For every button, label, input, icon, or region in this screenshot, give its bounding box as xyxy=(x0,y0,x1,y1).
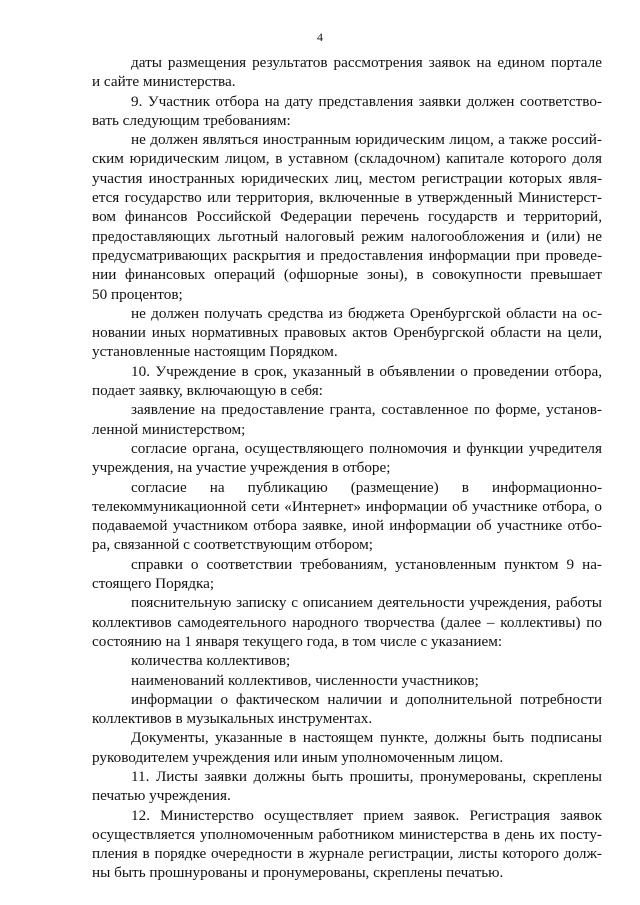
text-line: новании иных нормативных правовых актов Оренбургской области на цели, xyxy=(92,324,602,342)
text-line: телекоммуникационной сети «Интернет» информации об участнике отбора, о xyxy=(92,497,602,515)
text-line: состоянию на 1 января текущего года, в том числе с указанием: xyxy=(92,632,503,650)
text-line: и сайте министерства. xyxy=(92,73,236,91)
text-line: коллективов самодеятельного народного творчества (далее – коллективы) по xyxy=(92,613,602,631)
text-line: пояснительную записку с описанием деятельности учреждения, работы xyxy=(131,594,602,612)
text-line: не должен являться иностранным юридическим лицом, а также россий- xyxy=(131,131,602,149)
text-line: ется государство или территория, включенные в утвержденный Министерст- xyxy=(92,189,602,207)
page-number: 4 xyxy=(317,30,323,44)
text-line: наименований коллективов, численности участников; xyxy=(131,671,479,689)
text-line: информации о фактическом наличии и дополнительной потребности xyxy=(131,690,602,708)
text-line: стоящего Порядка; xyxy=(92,575,215,593)
text-line: ны быть прошнурованы и пронумерованы, скреплены печатью. xyxy=(92,864,504,882)
text-line: 11. Листы заявки должны быть прошиты, пронумерованы, скреплены xyxy=(131,767,602,785)
text-line: 9. Участник отбора на дату представления заявки должен соответство- xyxy=(131,92,602,110)
text-line: количества коллективов; xyxy=(131,652,291,670)
text-line: 50 процентов; xyxy=(92,285,183,303)
text-line: даты размещения результатов рассмотрения заявок на едином портале xyxy=(131,54,602,71)
text-line: установленные настоящим Порядком. xyxy=(92,343,338,361)
text-line: пления в порядке очередности в журнале регистрации, листы которого долж- xyxy=(92,845,602,863)
text-line: ленной министерством; xyxy=(92,420,246,438)
text-line: ра, связанной с соответствующим отбором; xyxy=(92,536,373,554)
text-line: участия иностранных юридических лиц, местом регистрации которых явля- xyxy=(92,169,602,187)
text-line: 10. Учреждение в срок, указанный в объявлении о проведении отбора, xyxy=(131,362,602,380)
text-line: осуществляется уполномоченным работником министерства в день их посту- xyxy=(92,825,602,843)
document-body xyxy=(92,53,602,883)
text-line: вом финансов Российской Федерации перечень государств и территорий, xyxy=(92,208,602,226)
text-line: предусматривающих раскрытия и предоставления информации при проведе- xyxy=(92,246,602,264)
text-line: ским юридическим лицом, в уставном (складочном) капитале которого доля xyxy=(92,150,602,168)
text-line: предоставляющих льготный налоговый режим налогообложения и (или) не xyxy=(92,227,602,245)
text-line: не должен получать средства из бюджета Оренбургской области на ос- xyxy=(131,304,602,322)
text-line: справки о соответствии требованиям, установленным пунктом 9 на- xyxy=(131,555,602,573)
text-line: Документы, указанные в настоящем пункте, должны быть подписаны xyxy=(131,729,602,747)
text-line: коллективов в музыкальных инструментах. xyxy=(92,710,373,728)
text-line: учреждения, на участие учреждения в отборе; xyxy=(92,459,391,477)
text-line: подает заявку, включающую в себя: xyxy=(92,382,323,400)
text-line: нии финансовых операций (офшорные зоны), в совокупности превышает xyxy=(92,266,602,284)
text-line: печатью учреждения. xyxy=(92,787,231,805)
text-line: согласие на публикацию (размещение) в информационно- xyxy=(131,478,602,496)
text-line: согласие органа, осуществляющего полномочия и функции учредителя xyxy=(131,439,602,457)
text-line: руководителем учреждения или иным уполномоченным лицом. xyxy=(92,748,504,766)
text-line: 12. Министерство осуществляет прием заявок. Регистрация заявок xyxy=(131,806,602,824)
text-line: вать следующим требованиям: xyxy=(92,111,291,129)
text-line: заявление на предоставление гранта, составленное по форме, установ- xyxy=(131,401,602,419)
text-line: подаваемой участником отбора заявке, иной информации об участнике отбо- xyxy=(92,517,602,535)
